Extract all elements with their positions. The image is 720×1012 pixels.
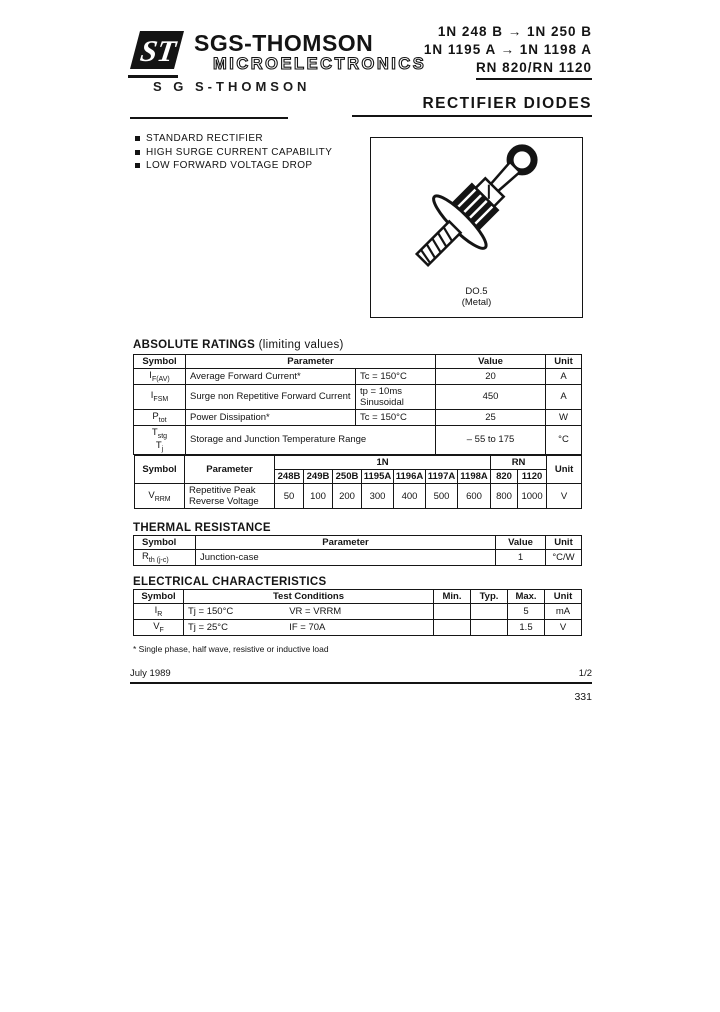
- col-min: Min.: [434, 590, 471, 604]
- section-heading-thermal: [133, 522, 271, 534]
- symbol-cell: $R_{th (j-c)}$: [134, 550, 196, 566]
- typ-cell: [471, 604, 508, 620]
- table-row: [134, 604, 582, 620]
- header-rule-left: [130, 117, 288, 119]
- section-heading-electrical: [133, 576, 327, 588]
- col-parameter: Parameter: [196, 536, 496, 550]
- table-header-row: [134, 536, 582, 550]
- thermal-resistance-table: [133, 535, 582, 566]
- parameter-cell: Power Dissipation*: [186, 409, 356, 425]
- square-bullet-icon: [135, 163, 140, 168]
- svg-text:ST: ST: [138, 34, 178, 68]
- reverse-voltage-table: [134, 455, 582, 509]
- section-title: THERMAL RESISTANCE: [133, 522, 271, 534]
- footer-date: July 1989: [130, 668, 171, 679]
- brand-subtitle: MICROELECTRONICS: [213, 55, 427, 73]
- min-cell: [434, 604, 471, 620]
- conditions-cell: Tj = 150°C VR = VRRM: [184, 604, 434, 620]
- section-title-note: (limiting values): [258, 339, 344, 351]
- table-row: [134, 384, 582, 409]
- value-cell: 400: [394, 484, 426, 509]
- part-col: 250B: [333, 470, 362, 484]
- feature-text: HIGH SURGE CURRENT CAPABILITY: [146, 146, 333, 158]
- max-cell: 5: [508, 604, 545, 620]
- table-row: [134, 409, 582, 425]
- unit-cell: V: [547, 484, 582, 509]
- package-caption: [371, 286, 582, 308]
- unit-cell: mA: [545, 604, 582, 620]
- symbol-cell: $I_R$: [134, 604, 184, 620]
- footnote: * Single phase, half wave, resistive or inductive load: [133, 644, 329, 654]
- part-range-line-1: 1N 248 B → 1N 250 B: [437, 24, 592, 39]
- symbol-cell: $P_{tot}$: [134, 409, 186, 425]
- package-outline-box: [370, 137, 583, 318]
- electrical-characteristics-table: [133, 589, 582, 636]
- col-value: Value: [436, 355, 546, 369]
- col-max: Max.: [508, 590, 545, 604]
- condition-cell: Tc = 150°C: [356, 409, 436, 425]
- table-header-row: [135, 456, 582, 470]
- value-cell: 20: [436, 369, 546, 385]
- col-symbol: Symbol: [134, 590, 184, 604]
- part-col: 1198A: [458, 470, 491, 484]
- value-cell: 1000: [518, 484, 547, 509]
- col-typ: Typ.: [471, 590, 508, 604]
- symbol-cell: $V_{RRM}$: [135, 484, 185, 509]
- col-symbol: Symbol: [135, 456, 185, 484]
- table-row: [134, 425, 582, 454]
- col-parameter: Parameter: [186, 355, 436, 369]
- condition-cell: Tc = 150°C: [356, 369, 436, 385]
- brand-name: SGS-THOMSON: [194, 30, 374, 56]
- condition-cell: tp = 10ms Sinusoidal: [356, 384, 436, 409]
- parameter-cell: Repetitive Peak Reverse Voltage: [185, 484, 275, 509]
- parameter-cell: Surge non Repetitive Forward Current: [186, 384, 356, 409]
- group-rn: RN: [491, 456, 547, 470]
- col-unit: Unit: [547, 456, 582, 484]
- col-value: Value: [496, 536, 546, 550]
- feature-list: [135, 133, 332, 174]
- value-cell: 500: [426, 484, 458, 509]
- min-cell: [434, 619, 471, 635]
- part-col: 248B: [275, 470, 304, 484]
- symbol-cell: $V_F$: [134, 619, 184, 635]
- typ-cell: [471, 619, 508, 635]
- value-cell: 50: [275, 484, 304, 509]
- feature-text: LOW FORWARD VOLTAGE DROP: [146, 160, 313, 171]
- footer-rule: [130, 682, 592, 684]
- value-cell: 100: [304, 484, 333, 509]
- table-row: [134, 369, 582, 385]
- package-material: (Metal): [461, 297, 492, 308]
- symbol-cell: $I_{F(AV)}$: [134, 369, 186, 385]
- unit-cell: °C: [546, 425, 582, 454]
- symbol-cell: $T_{stg}$ $T_j$: [134, 425, 186, 454]
- part-col: 1197A: [426, 470, 458, 484]
- unit-cell: W: [546, 409, 582, 425]
- value-cell: 200: [333, 484, 362, 509]
- col-unit: Unit: [545, 590, 582, 604]
- value-cell: 800: [491, 484, 518, 509]
- absolute-ratings-table: [133, 354, 582, 455]
- value-cell: 600: [458, 484, 491, 509]
- part-col: 249B: [304, 470, 333, 484]
- table-row: [134, 619, 582, 635]
- value-cell: 300: [362, 484, 394, 509]
- value-cell: 1: [496, 550, 546, 566]
- diode-package-icon: [371, 138, 581, 283]
- square-bullet-icon: [135, 150, 140, 155]
- brand-ghost-text: S G S-THOMSON: [153, 79, 311, 94]
- feature-text: STANDARD RECTIFIER: [146, 133, 264, 144]
- col-unit: Unit: [546, 355, 582, 369]
- col-conditions: Test Conditions: [184, 590, 434, 604]
- part-col: 1120: [518, 470, 547, 484]
- page-title: RECTIFIER DIODES: [422, 95, 592, 112]
- section-title: ABSOLUTE RATINGS: [133, 339, 256, 351]
- feature-item: [135, 133, 332, 144]
- unit-cell: A: [546, 384, 582, 409]
- col-unit: Unit: [546, 536, 582, 550]
- col-symbol: Symbol: [134, 536, 196, 550]
- feature-item: [135, 160, 332, 171]
- part-range-line-2: 1N 1195 A → 1N 1198 A: [423, 42, 592, 57]
- parameter-cell: Junction-case: [196, 550, 496, 566]
- value-cell: 25: [436, 409, 546, 425]
- unit-cell: A: [546, 369, 582, 385]
- symbol-cell: $I_{FSM}$: [134, 384, 186, 409]
- group-1n: 1N: [275, 456, 491, 470]
- feature-item: [135, 147, 332, 158]
- unit-cell: °C/W: [546, 550, 582, 566]
- unit-cell: V: [545, 619, 582, 635]
- table-row: [134, 550, 582, 566]
- header-rule-right: [352, 115, 592, 117]
- col-parameter: Parameter: [185, 456, 275, 484]
- table-header-row: [134, 590, 582, 604]
- parameter-cell: Average Forward Current*: [186, 369, 356, 385]
- package-name: DO.5: [465, 286, 488, 297]
- max-cell: 1.5: [508, 619, 545, 635]
- table-header-row: [134, 355, 582, 369]
- part-range-line-3: RN 820/RN 1120: [476, 59, 592, 80]
- part-number-block: [424, 23, 592, 80]
- table-row: [135, 484, 582, 509]
- section-title: ELECTRICAL CHARACTERISTICS: [133, 576, 327, 588]
- part-col: 1195A: [362, 470, 394, 484]
- parameter-cell: Storage and Junction Temperature Range: [186, 425, 436, 454]
- value-cell: – 55 to 175: [436, 425, 546, 454]
- square-bullet-icon: [135, 136, 140, 141]
- part-col: 1196A: [394, 470, 426, 484]
- part-col: 820: [491, 470, 518, 484]
- footer-page-number: 331: [574, 691, 592, 703]
- conditions-cell: Tj = 25°C IF = 70A: [184, 619, 434, 635]
- value-cell: 450: [436, 384, 546, 409]
- section-heading-absolute-ratings: [133, 339, 344, 351]
- st-logo-icon: [126, 27, 188, 83]
- col-symbol: Symbol: [134, 355, 186, 369]
- footer-page-fraction: 1/2: [578, 668, 592, 679]
